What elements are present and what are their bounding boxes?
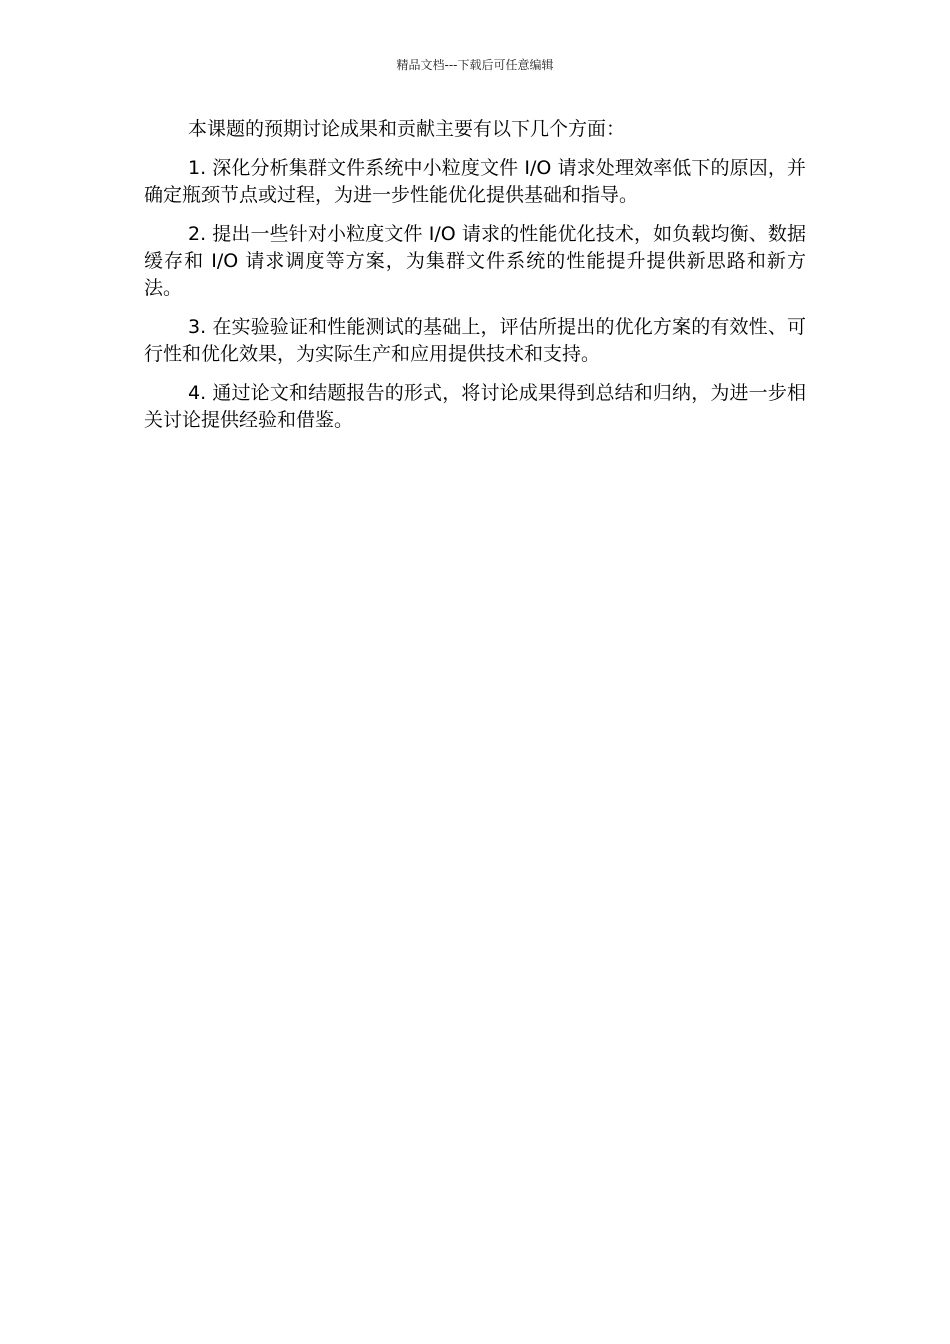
document-body [144,116,806,446]
page-header: 精品文档---下载后可任意编辑 [396,58,554,72]
list-item-4: 4. 通过论文和结题报告的形式，将讨论成果得到总结和归纳，为进一步相关讨论提供经验和借鉴。 [144,382,806,431]
list-item-3: 3. 在实验验证和性能测试的基础上，评估所提出的优化方案的有效性、可行性和优化效果，为实际生产和应用提供技术和支持。 [144,316,806,365]
intro-paragraph: 本课题的预期讨论成果和贡献主要有以下几个方面： [188,118,626,140]
list-item-2: 2. 提出一些针对小粒度文件 I/O 请求的性能优化技术，如负载均衡、数据缓存和 I/O 请求调度等方案，为集群文件系统的性能提升提供新思路和新方法。 [144,223,806,299]
list-item-1: 1. 深化分析集群文件系统中小粒度文件 I/O 请求处理效率低下的原因，并确定瓶颈节点或过程，为进一步性能优化提供基础和指导。 [144,157,806,206]
